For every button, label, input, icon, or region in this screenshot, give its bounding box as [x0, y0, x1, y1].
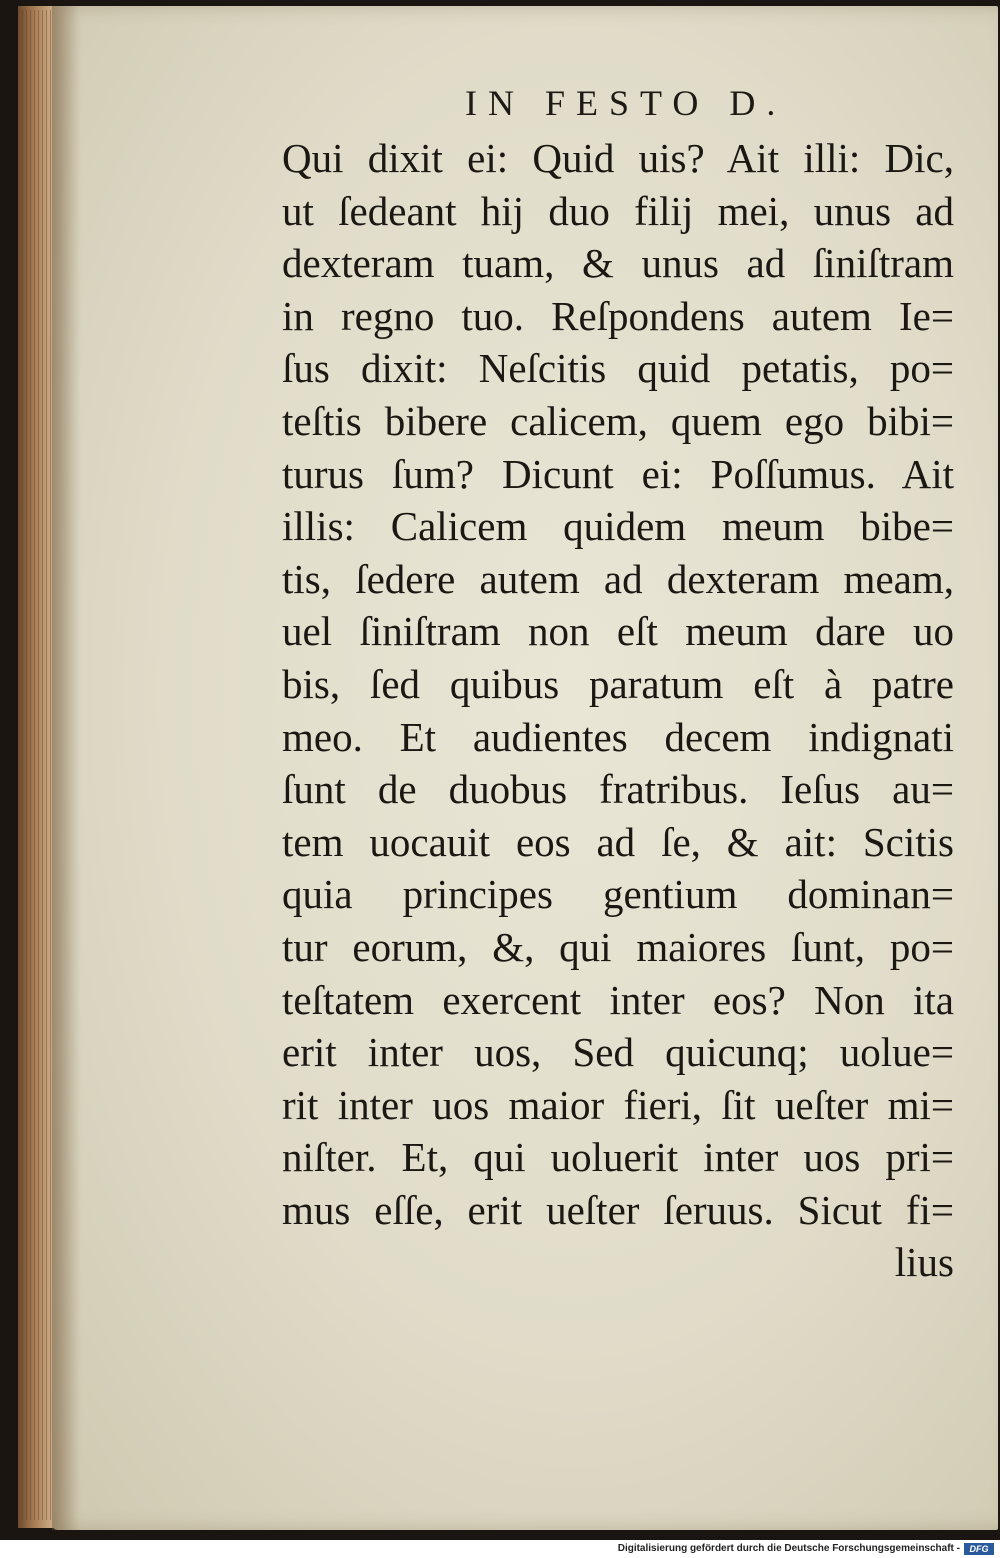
catchword: lius	[894, 1239, 954, 1286]
text-line: ſunt de duobus fratribus. Ieſus au=	[282, 766, 954, 813]
text-line: rit inter uos maior fieri, ſit ueſter mi=	[282, 1081, 954, 1128]
text-line: teſtis bibere calicem, quem ego bibi=	[282, 397, 954, 444]
running-head: IN FESTO D.	[465, 83, 787, 123]
text-line: dexteram tuam, & unus ad ſiniſtram	[282, 240, 954, 287]
text-line: meo. Et audientes decem indignati	[282, 713, 954, 760]
text-line: illis: Calicem quidem meum bibe=	[282, 503, 954, 550]
text-line: niſter. Et, qui uoluerit inter uos pri=	[282, 1134, 954, 1181]
funding-credit: Digitalisierung gefördert durch die Deutsche Forschungsgemeinschaft -	[617, 1543, 960, 1554]
text-block	[282, 132, 954, 1289]
text-line: tem uocauit eos ad ſe, & ait: Scitis	[282, 818, 954, 865]
text-line: quia principes gentium dominan=	[282, 871, 954, 918]
text-line: turus ſum? Dicunt ei: Poſſumus. Ait	[282, 450, 954, 497]
dfg-logo: DFG	[964, 1543, 994, 1555]
text-line: teſtatem exercent inter eos? Non ita	[282, 976, 954, 1023]
text-line: tis, ſedere autem ad dexteram meam,	[282, 555, 954, 602]
text-line: ſus dixit: Neſcitis quid petatis, po=	[282, 345, 954, 392]
text-line: tur eorum, &, qui maiores ſunt, po=	[282, 923, 954, 970]
text-line: ut ſedeant hij duo filij mei, unus ad	[282, 187, 954, 234]
text-line: mus eſſe, erit ueſter ſeruus. Sicut fi=	[282, 1186, 954, 1233]
text-line: Qui dixit ei: Quid uis? Ait illi: Dic,	[282, 135, 954, 181]
text-line: uel ſiniſtram non eſt meum dare uo	[282, 608, 954, 655]
text-line: bis, ſed quibus paratum eſt à patre	[282, 660, 954, 707]
gutter-shadow	[52, 6, 80, 1530]
text-line: erit inter uos, Sed quicunq; uolue=	[282, 1029, 954, 1076]
text-line: in regno tuo. Reſpondens autem Ie=	[282, 292, 954, 339]
